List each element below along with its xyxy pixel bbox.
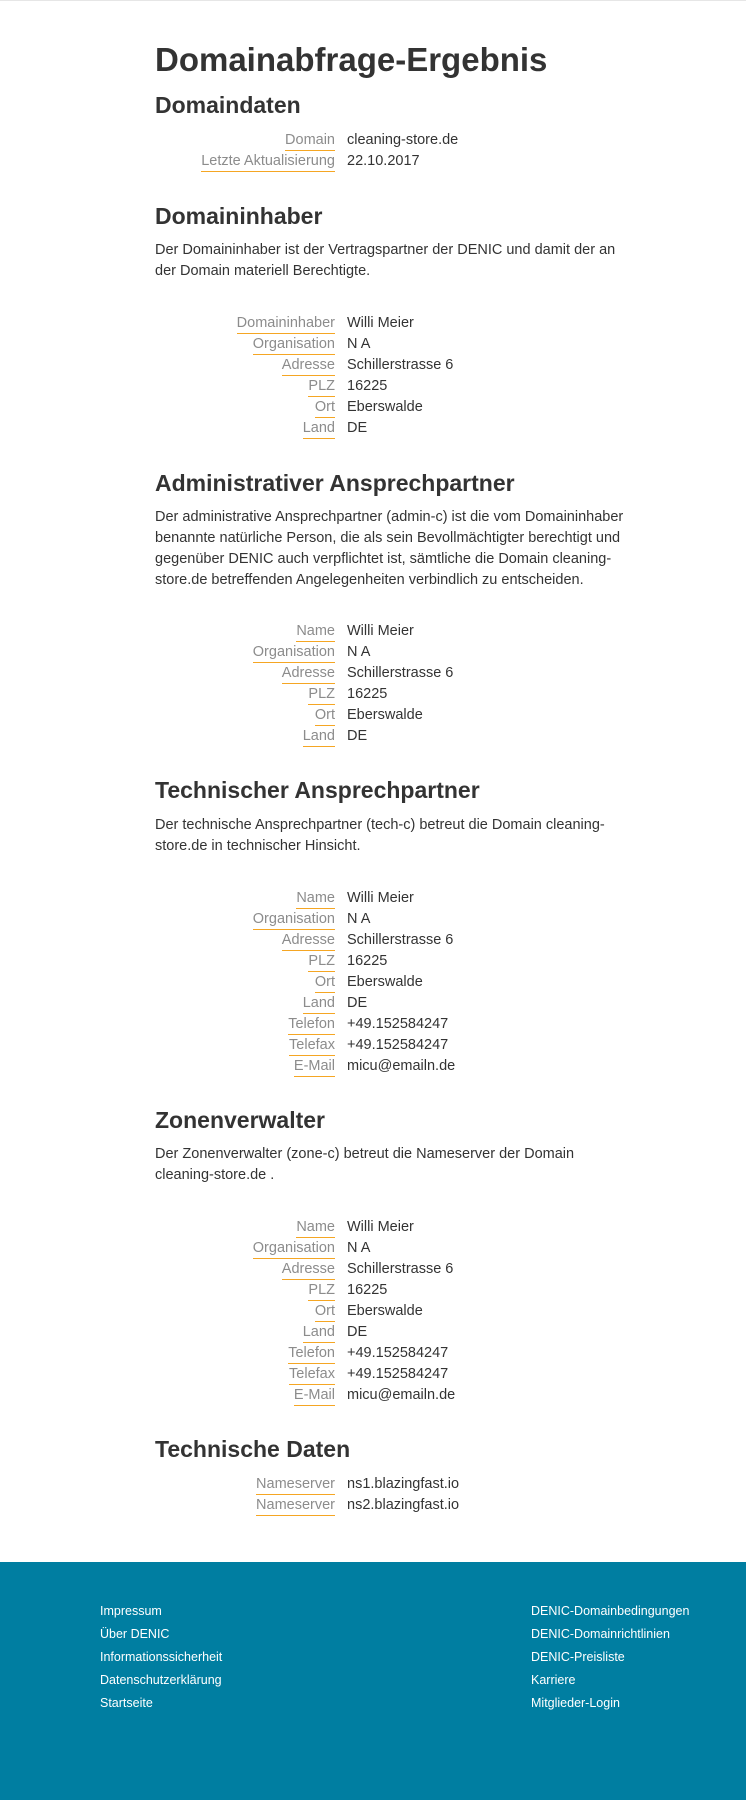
field-value: Eberswalde [347, 399, 423, 415]
footer-links-right [531, 1600, 689, 1715]
admin-list [155, 622, 635, 748]
field-label: Ort [315, 706, 335, 726]
footer-links-left [100, 1600, 222, 1715]
field-label: Land [303, 727, 335, 747]
field-value: N A [347, 644, 371, 660]
footer-link-startseite[interactable]: Startseite [100, 1696, 153, 1710]
domaindaten-list [155, 131, 635, 173]
field-value: micu@emailn.de [347, 1058, 456, 1074]
field-row [155, 1015, 635, 1036]
field-label: Domain [285, 131, 335, 151]
field-value: cleaning-store.de [347, 132, 459, 148]
field-row [155, 1036, 635, 1057]
field-label: Organisation [253, 335, 335, 355]
field-row [155, 706, 635, 727]
field-label: Adresse [282, 356, 335, 376]
field-value: 22.10.2017 [347, 153, 420, 169]
field-row [155, 1057, 635, 1078]
admin-description: Der administrative Ansprechpartner (admin-c) ist die vom Domaininhaber benannte natürliche Person, die als sein Bevollmächtigter berechtigt und gegenüber DENIC auch verpflichtet ist, sämtliche die Domain cleaning-store.de betreffenden Angelegenheiten verbindlich zu entscheiden. [155, 509, 624, 588]
field-label: PLZ [308, 377, 335, 397]
field-row [155, 419, 635, 440]
footer-link-domainrichtlinien[interactable]: DENIC-Domainrichtlinien [531, 1627, 670, 1641]
field-row [155, 685, 635, 706]
field-label: Organisation [253, 643, 335, 663]
field-label: Adresse [282, 931, 335, 951]
footer-link-ueber-denic[interactable]: Über DENIC [100, 1627, 170, 1641]
field-label: E-Mail [294, 1386, 335, 1406]
field-label: Ort [315, 398, 335, 418]
field-row [155, 152, 635, 173]
field-value: Schillerstrasse 6 [347, 357, 454, 373]
zone-description: Der Zonenverwalter (zone-c) betreut die Nameserver der Domain cleaning-store.de . [155, 1146, 575, 1183]
field-value: Willi Meier [347, 890, 414, 906]
field-label: Adresse [282, 1260, 335, 1280]
field-label: Nameserver [256, 1475, 335, 1495]
footer-link-domainbedingungen[interactable]: DENIC-Domainbedingungen [531, 1604, 690, 1618]
field-label: Telefax [289, 1365, 335, 1385]
field-value: Schillerstrasse 6 [347, 1261, 454, 1277]
field-value: N A [347, 336, 371, 352]
field-row [155, 1218, 635, 1239]
page-title: Domainabfrage-Ergebnis [155, 41, 548, 78]
field-value: Willi Meier [347, 315, 414, 331]
section-heading-domaindaten: Domaindaten [155, 92, 301, 118]
field-label: PLZ [308, 952, 335, 972]
zone-list [155, 1218, 635, 1407]
field-value: +49.152584247 [347, 1345, 449, 1361]
field-row [155, 727, 635, 748]
section-heading-domaininhaber: Domaininhaber [155, 203, 323, 229]
field-row [155, 1239, 635, 1260]
field-label: Telefon [288, 1344, 335, 1364]
field-row [155, 994, 635, 1015]
field-label: Name [296, 889, 335, 909]
field-value: DE [347, 420, 368, 436]
field-value: Schillerstrasse 6 [347, 932, 454, 948]
footer-link-preisliste[interactable]: DENIC-Preisliste [531, 1650, 625, 1664]
site-footer [0, 1562, 746, 1800]
domaininhaber-list [155, 314, 635, 440]
field-row [155, 664, 635, 685]
field-row [155, 622, 635, 643]
field-row [155, 314, 635, 335]
field-label: Adresse [282, 664, 335, 684]
field-value: +49.152584247 [347, 1366, 449, 1382]
field-value: Eberswalde [347, 974, 423, 990]
field-value: DE [347, 1324, 368, 1340]
field-label: Organisation [253, 910, 335, 930]
top-divider [0, 0, 746, 1]
field-row [155, 1496, 635, 1517]
field-row [155, 952, 635, 973]
field-value: 16225 [347, 1282, 388, 1298]
field-row [155, 889, 635, 910]
field-value: DE [347, 995, 368, 1011]
field-row [155, 931, 635, 952]
field-row [155, 356, 635, 377]
field-value: Schillerstrasse 6 [347, 665, 454, 681]
field-label: Organisation [253, 1239, 335, 1259]
section-heading-tech: Technischer Ansprechpartner [155, 777, 480, 803]
field-value: Eberswalde [347, 707, 423, 723]
field-value: Eberswalde [347, 1303, 423, 1319]
field-value: ns1.blazingfast.io [347, 1476, 460, 1492]
footer-link-karriere[interactable]: Karriere [531, 1673, 576, 1687]
field-label: Land [303, 1323, 335, 1343]
section-heading-admin: Administrativer Ansprechpartner [155, 470, 515, 496]
domaininhaber-description: Der Domaininhaber ist der Vertragspartner der DENIC und damit der an der Domain materiell Berechtigte. [155, 242, 616, 279]
field-row [155, 1302, 635, 1323]
field-value: N A [347, 911, 371, 927]
field-label: Domaininhaber [237, 314, 335, 334]
section-heading-technische-daten: Technische Daten [155, 1436, 351, 1462]
field-row [155, 910, 635, 931]
field-label: Ort [315, 973, 335, 993]
field-label: Telefax [289, 1036, 335, 1056]
field-value: 16225 [347, 378, 388, 394]
field-row [155, 1281, 635, 1302]
field-label: Letzte Aktualisierung [201, 152, 335, 172]
field-value: DE [347, 728, 368, 744]
field-row [155, 1344, 635, 1365]
footer-link-mitglieder-login[interactable]: Mitglieder-Login [531, 1696, 620, 1710]
field-value: micu@emailn.de [347, 1387, 456, 1403]
field-label: Telefon [288, 1015, 335, 1035]
field-row [155, 398, 635, 419]
field-label: Nameserver [256, 1496, 335, 1516]
field-label: Name [296, 1218, 335, 1238]
footer-link-informationssicherheit[interactable]: Informationssicherheit [100, 1650, 223, 1664]
field-row [155, 1386, 635, 1407]
field-row [155, 1260, 635, 1281]
technische-daten-list [155, 1475, 635, 1517]
footer-link-datenschutz[interactable]: Datenschutzerklärung [100, 1673, 222, 1687]
field-value: +49.152584247 [347, 1016, 449, 1032]
field-label: Ort [315, 1302, 335, 1322]
field-row [155, 131, 635, 152]
field-row [155, 643, 635, 664]
field-row [155, 1365, 635, 1386]
field-label: E-Mail [294, 1057, 335, 1077]
field-row [155, 973, 635, 994]
field-label: Land [303, 994, 335, 1014]
field-value: 16225 [347, 953, 388, 969]
field-label: PLZ [308, 685, 335, 705]
field-row [155, 1475, 635, 1496]
field-value: Willi Meier [347, 1219, 414, 1235]
field-label: Land [303, 419, 335, 439]
field-value: Willi Meier [347, 623, 414, 639]
tech-description: Der technische Ansprechpartner (tech-c) betreut die Domain cleaning-store.de in technischer Hinsicht. [155, 817, 605, 854]
field-value: +49.152584247 [347, 1037, 449, 1053]
field-value: ns2.blazingfast.io [347, 1497, 460, 1513]
field-label: PLZ [308, 1281, 335, 1301]
field-row [155, 377, 635, 398]
footer-link-impressum[interactable]: Impressum [100, 1604, 162, 1618]
tech-list [155, 889, 635, 1078]
field-value: 16225 [347, 686, 388, 702]
field-value: N A [347, 1240, 371, 1256]
field-row [155, 1323, 635, 1344]
field-label: Name [296, 622, 335, 642]
field-row [155, 335, 635, 356]
section-heading-zone: Zonenverwalter [155, 1107, 325, 1133]
